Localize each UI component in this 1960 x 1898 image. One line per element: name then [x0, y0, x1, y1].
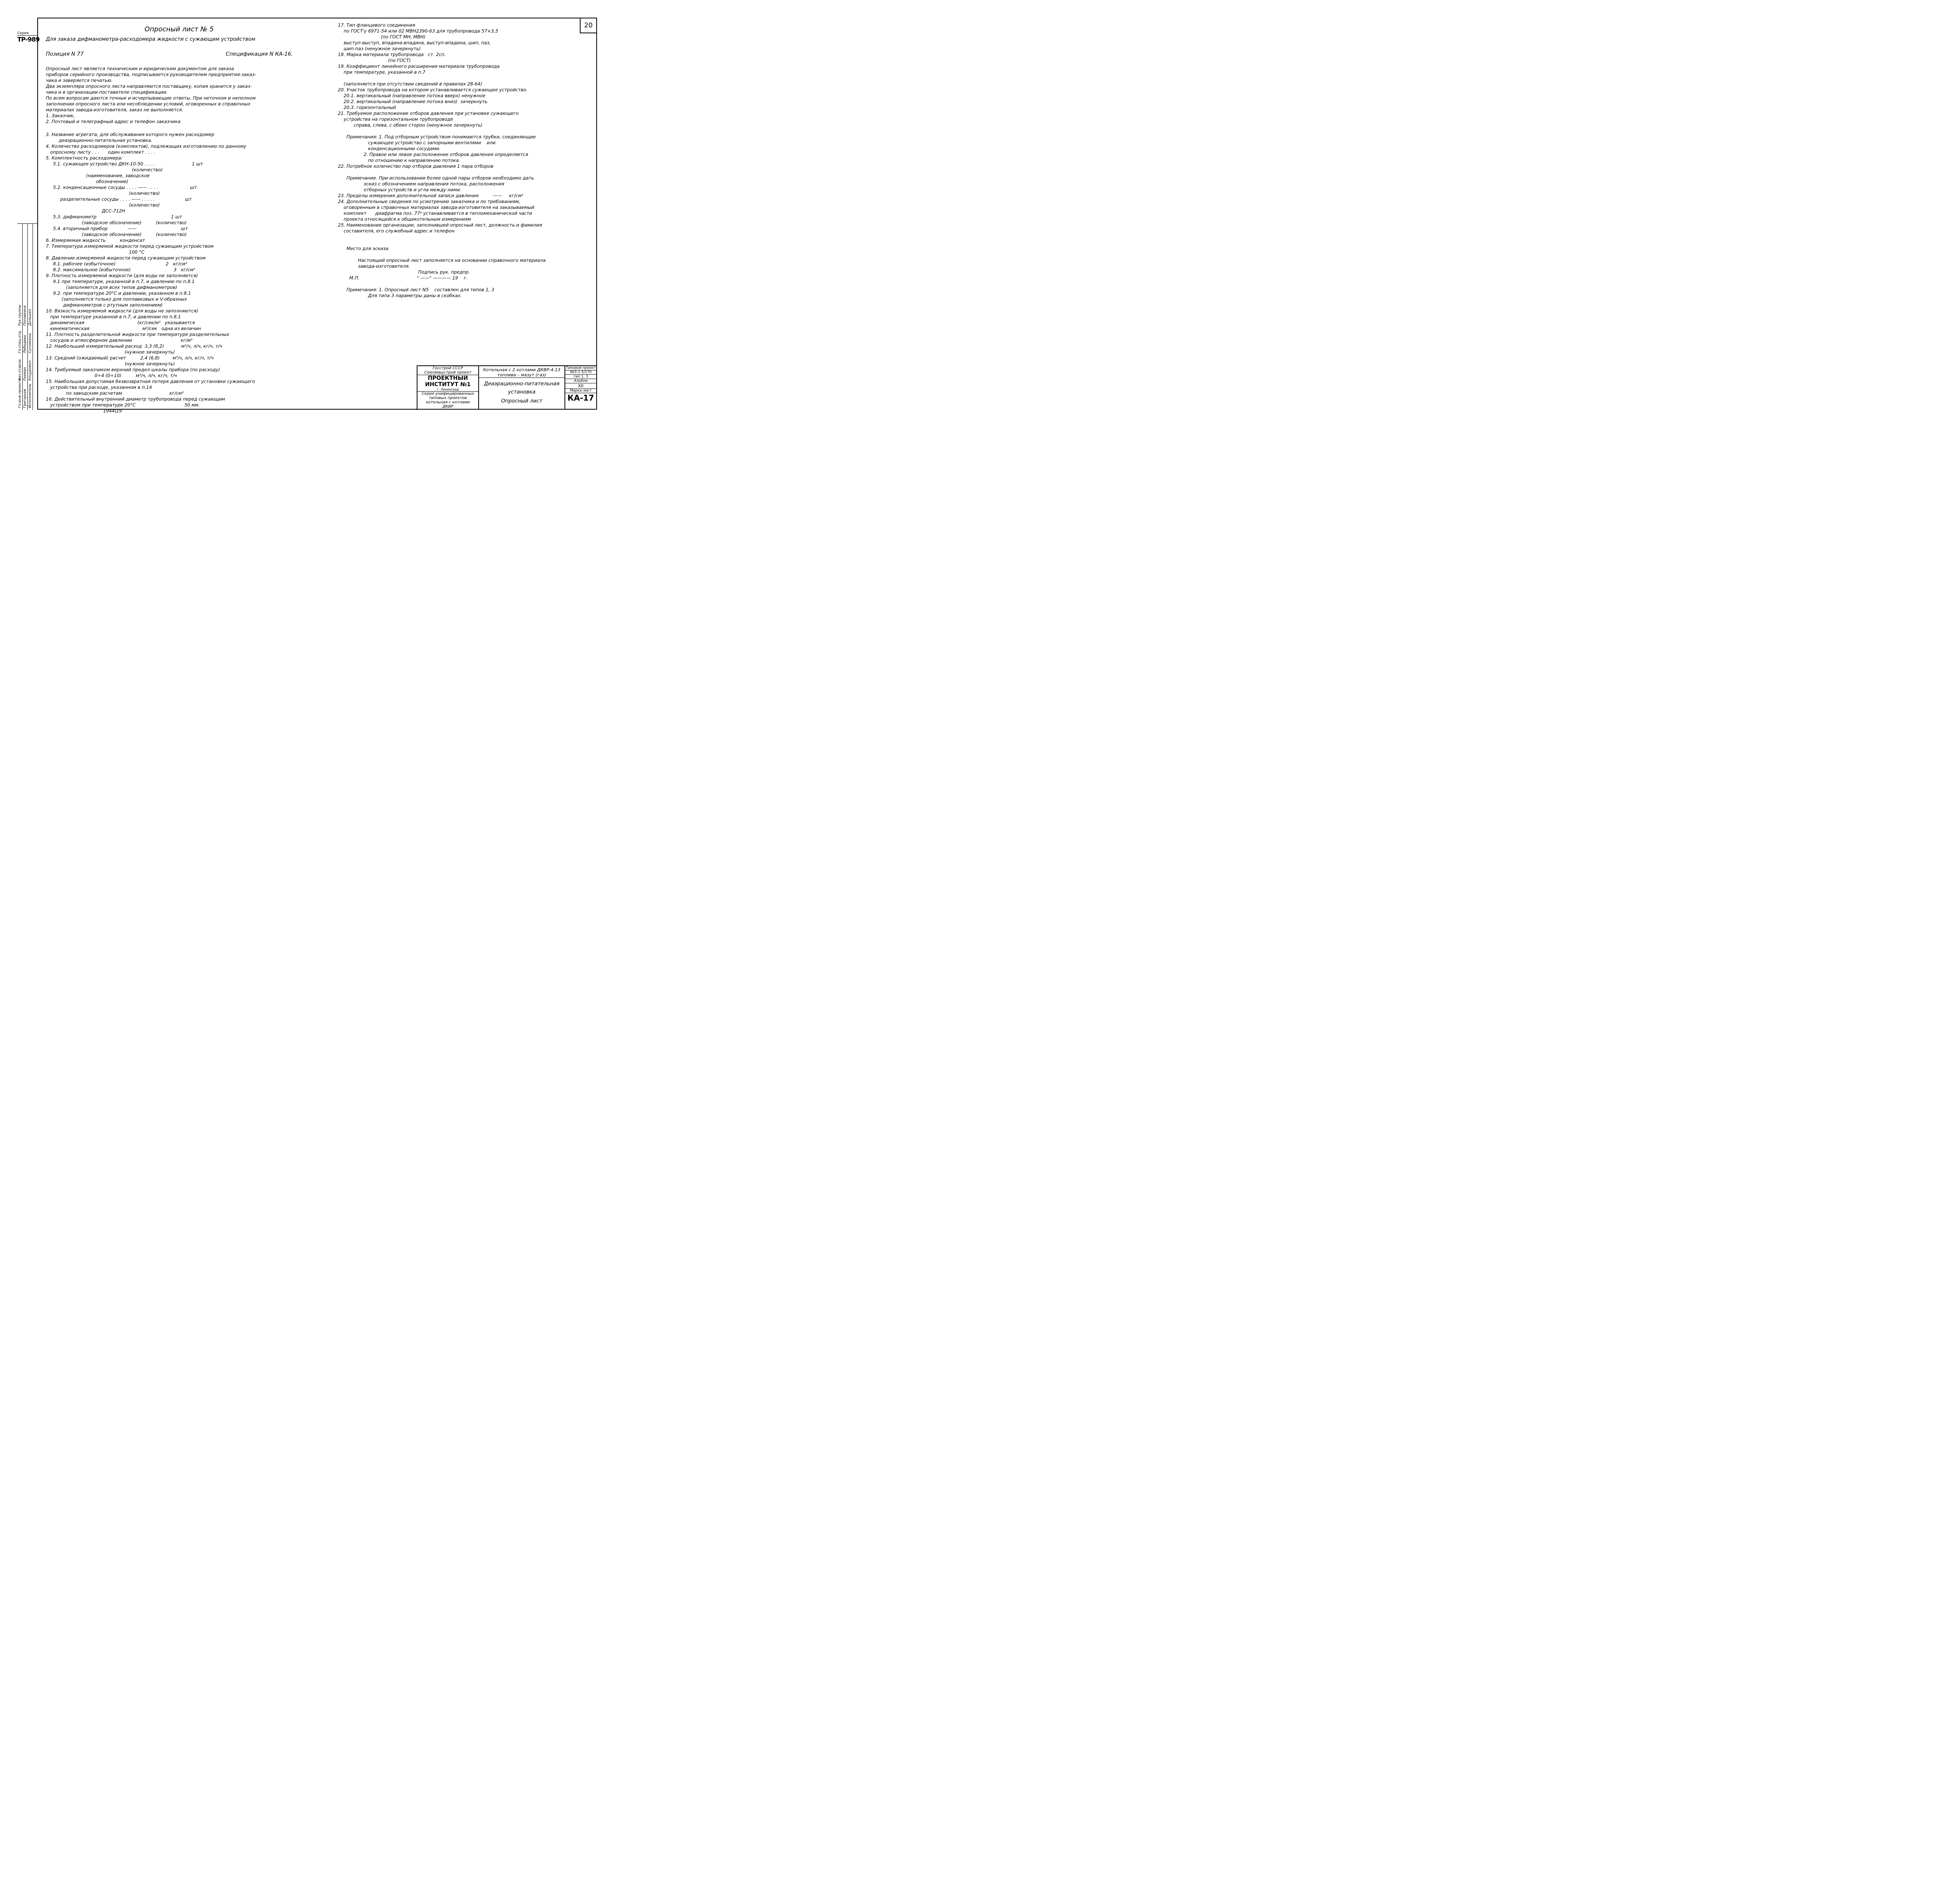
side-signature-stamp [17, 223, 38, 410]
form-item-line: Место для эскиза [338, 246, 388, 251]
form-item-line: (заполняется только для поплавковых и V-образных [46, 296, 187, 302]
stamp-label: Дольшко [28, 309, 32, 326]
stamp-label: Поповкина [23, 305, 27, 326]
stamp-label: Сусоихина [28, 333, 32, 353]
stamp-divider [22, 224, 23, 410]
intro-line: Два экземпляра опросного листа направляются поставщику, копия хранится у заказ- [46, 83, 252, 89]
form-item-line: Примечание. При использовании более одной пары отборов необходимо дать [338, 175, 534, 181]
form-item-line: (заполняется для всех типов дифманометров) [46, 285, 178, 290]
form-item-line: Примечания: 1. Под отборным устройством понимаются трубки, соединяющие [338, 134, 536, 140]
form-item-line [338, 169, 593, 175]
intro-line: По всем вопросам даются точные и исчерпывающие ответы. При неточном и неполном [46, 95, 256, 101]
form-item-line: 5.3. дифманометр 1 шт [46, 214, 182, 220]
form-item-line: устройством при температуре 20°С 50 мм. [46, 402, 200, 408]
form-item-line: 2. Правое или левое расположение отборов давления определяется [338, 152, 528, 157]
form-item-line [338, 281, 593, 287]
stamp-label: Коцуровол [28, 360, 32, 381]
form-item-line: 13. Средний (ожидаемый) расчет 2,4 (6,8) м³/ч, л/ч, кг/ч, т/ч [46, 355, 214, 361]
form-item-line: (наименование, заводское [46, 173, 150, 178]
intro-line: 2. Почтовый и телеграфный адрес и телефон заказчика [46, 119, 181, 124]
stamp-label: Гл.инж.проекта [18, 378, 22, 408]
intro-line: чика и в организации-поставителе спецификации. [46, 89, 168, 95]
form-item-line: комплект диафрагма поз. 77ᵃ устанавливается в тепломеханической части [338, 210, 532, 216]
stamp-label: Рук.группы [18, 305, 22, 326]
form-item-line: по ГОСТ'у 6971-54 или 02 МВН2390-63 для трубопровода 57×3,5 [338, 28, 498, 34]
title-block-org [417, 366, 479, 409]
stamp-divider [27, 224, 28, 410]
title-block [417, 365, 597, 410]
series-label: Серия [17, 31, 38, 36]
form-item-line: (количество) [46, 202, 160, 208]
form-item-line: отборных устройств и угла между ними. [338, 187, 461, 192]
form-item-line: при температуре указанной в п.7, и давлении по п.8.1 [46, 314, 181, 319]
org-line: Союзмашстрой проект [424, 370, 472, 375]
form-item-line: справа, слева, с обеих сторон (ненужное зачеркнуть) [338, 122, 483, 128]
form-item-line: 1944|19 [46, 408, 122, 414]
right-items [338, 22, 593, 299]
title-block-description [479, 366, 565, 409]
form-item-line: 5. Комплектность расходомера: [46, 155, 123, 161]
sheet-frame [37, 18, 597, 414]
series-line: Серия унифицированных [421, 392, 474, 396]
form-item-line: устройства на горизонтальном трубопроводе [338, 116, 453, 122]
form-item-line: дифманометров с ртутным заполнением) [46, 302, 163, 308]
form-item-line: кинематическая м²/сек одна из величин [46, 326, 201, 331]
stamp-label: Нач.отдела [18, 359, 22, 381]
form-item-line [338, 240, 593, 246]
sheet-mark: КА-17 [567, 393, 594, 403]
stamp-label: Григорьев [23, 389, 27, 408]
form-item-line: эскиз с обозначением направления потока, расположения [338, 181, 505, 187]
form-item-line: 19. Коэффициент линейного расширения материала трубопровода [338, 64, 500, 69]
org-line: г. Ленинград [417, 388, 478, 392]
form-item-line: оговоренным в справочных материалах завода-изготовителя на заказываемый [338, 205, 535, 210]
form-item-line: 8.2. максимальное (избыточное) 3 кг/см² [46, 267, 195, 272]
intro-line: 1. Заказчик, [46, 113, 75, 118]
form-item-line: деаэрационно-питательная установка. [46, 138, 152, 143]
title-block-codes [565, 366, 596, 409]
form-item-line: (по ГОСТ МН, МВН) [338, 34, 426, 40]
form-subtitle: Для заказа дифманометра-расходомера жидкости с сужающим устройством [46, 36, 256, 42]
form-item-line: 5.4. вторичный прибор —— шт [46, 226, 188, 231]
form-item-line: (нужное зачеркнуть) [46, 361, 175, 367]
form-item-line: (заводское обозначение) (количество) [46, 232, 187, 237]
form-item-line: сужающее устройство с запорными вентилями или [338, 140, 496, 145]
form-item-line: 18. Марка материала трубопровода ст. 2сп. [338, 52, 446, 57]
form-item-line: проекта относящейся к общекотельным измерениям [338, 216, 471, 222]
form-item-line: шип-паз (ненужное зачеркнуть) [338, 46, 421, 51]
stamp-label: Исполнитель [28, 383, 32, 408]
form-item-line: 25. Наименование организации, заполнившей опросный лист, должность и фамилия [338, 222, 542, 228]
form-item-line: (количество) [46, 167, 163, 172]
form-item-line: 6. Измеряемая жидкость конденсат [46, 238, 145, 243]
series-line: ДКВР [442, 405, 454, 409]
series-line: типовых проектов [429, 396, 467, 400]
form-item-line: 20. Участок трубопровода на котором устанавливается сужающее устройство. [338, 87, 528, 93]
form-item-line: Подпись рук. предпр. [338, 269, 470, 275]
form-item-line: 9.1 при температуре, указанной в п.7, и давлению по п.8.1 [46, 279, 195, 284]
form-item-line [338, 128, 593, 134]
form-item-line: 20.2. вертикальный (направление потока вниз) зачеркнуть [338, 99, 488, 104]
form-item-line [338, 75, 593, 81]
desc-line: Деаэрационно-питательная [484, 381, 560, 387]
form-item-line: составителя, его служебный адрес и телефон [338, 228, 455, 234]
form-item-line: обозначение) [46, 179, 129, 184]
form-item-line: при температуре, указанной в п.7 [338, 69, 426, 75]
intro-line: приборов серийного производства, подписывается руководителем предприятия-заказ- [46, 72, 256, 77]
form-item-line: (заводское обозначение) (количество) [46, 220, 187, 225]
form-item-line: по отношению к направлению потока. [338, 158, 460, 163]
form-item-line: (нужное зачеркнуть) [46, 349, 175, 355]
left-column [46, 18, 312, 414]
form-item-line: опросному листу . . . один комплект . . . . [46, 149, 156, 155]
form-item-line: 8.1. рабочее (избыточное) 2 кг/см² [46, 261, 187, 267]
form-item-line: завода-изготовителя. [338, 263, 410, 269]
form-item-line: выступ-выступ, впадина-впадина, выступ-впадина, шип, паз, [338, 40, 491, 45]
form-item-line: 10. Вязкость измеряемой жидкости (для воды не заполняются) [46, 308, 198, 314]
form-item-line: 5.2. конденсационные сосуды . . . . —— . . . . шт. [46, 185, 198, 190]
form-item-line: динамическая (кг/сек/м² указывается [46, 320, 195, 325]
form-item-line: 14. Требуемый заказчиком верхний предел шкалы прибора (по расходу) [46, 367, 220, 372]
stamp-label: Лебедева [23, 335, 27, 353]
form-item-line: 100 °С [46, 249, 145, 255]
desc-line: Котельная с 2 котлами ДКВР-4-13 [483, 367, 561, 372]
code-line: 903-1-5/170 [565, 370, 596, 375]
intro-line: материалах завода-изготовителя, заказ не выполняется. [46, 107, 183, 113]
stamp-label: Гл.спец.отд. [18, 330, 22, 353]
org-line: Госстрой СССР [432, 366, 463, 370]
code-line: Типовой проект [566, 366, 596, 370]
form-item-line: 3. Название агрегата, для обслуживания которого нужен расходомер [46, 132, 214, 137]
form-item-line: 20.1. вертикальный (направление потока вверх) ненужное [338, 93, 486, 98]
form-item-line: 8. Давление измеряемой жидкости перед сужающим устройством [46, 255, 206, 261]
page-number: 20 [580, 18, 596, 33]
form-item-line: (заполняется при отсутствии сведений в правилах 28-64) [338, 81, 482, 87]
form-item-line: Примечания: 1. Опросный лист N5 составлен для типов 1, 3 [338, 287, 494, 292]
form-item-line: 0÷4 (0÷10) м³/ч, л/ч, кг/ч, т/ч [46, 373, 177, 378]
form-item-line [338, 234, 593, 240]
specification-number: Спецификация N КА-16. [225, 51, 293, 57]
form-item-line: (количество) [46, 191, 160, 196]
right-column [338, 18, 593, 299]
series-code: ТР-989 [17, 36, 40, 43]
form-item-line: 22. Потребное количество пар отборов давления 1 пара отборов [338, 163, 494, 169]
form-item-line: 21. Требуемое расположение отборов давления при установке сужающего [338, 111, 519, 116]
form-item-line: разделительные сосуды . . . . —— . . . . . шт [46, 196, 192, 202]
form-item-line: 9. Плотность измеряемой жидкости (для воды не заполняется) [46, 273, 198, 278]
form-item-line: М.П. " ——" ———— 19 г. [338, 275, 468, 281]
intro-line: Опросный лист является техническим и юридическим документом для заказа [46, 66, 234, 71]
form-item-line: сосудов и атмосферном давлении кг/м³ [46, 338, 192, 343]
intro-line: заполнении опросного листа или несоблюдении условий, оговоренных в справочных [46, 101, 251, 107]
desc-line: топлива – мазут (газ) [479, 372, 564, 378]
form-item-line [338, 252, 593, 258]
form-item-line: 7. Температура измеряемой жидкости перед сужающим устройством [46, 243, 214, 249]
form-item-line: 12. Наибольший измерительный расход 3,3 (8,2) м³/ч, л/ч, кг/ч, т/ч [46, 343, 223, 349]
form-item-line: 4. Количество расходомеров (комплектов), подлежащих изготовлению по данному [46, 143, 247, 149]
album-number: XII [565, 383, 596, 389]
form-item-line: 15. Наибольшая допустимая безвозвратная потеря давления от установки сужающего [46, 379, 255, 384]
form-item-line: (по ГОСТ) [338, 58, 411, 63]
form-item-line: 20.3. горизонтальный [338, 105, 396, 110]
desc-line: установка [508, 389, 536, 395]
intro-line: чика и заверяется печатью. [46, 78, 113, 83]
series-stamp [17, 31, 38, 43]
form-item-line: 9.2. при температуре 20°С и давлении, указанном в п.8.1 [46, 290, 191, 296]
form-item-line: Настоящий опросный лист заполняется на основании справочного материала [338, 258, 546, 263]
form-item-line: 16. Действительный внутренний диаметр трубопровода перед сужающим [46, 396, 225, 402]
form-item-line: 17. Тип фланцевого соединения [338, 22, 416, 28]
series-line: котельная с котлами [426, 400, 470, 405]
form-item-line: 23. Пределы измерения дополнительной записи давления —— кг/см² [338, 193, 523, 198]
intro-text [46, 66, 312, 125]
form-item-line: 11. Плотность разделительной жидкости при температуре разделительных [46, 332, 229, 337]
form-item-line: по заводским расчетам кг/см² [46, 390, 184, 396]
form-item-line: 5.1. сужающее устройство ДКН-10-50 . . . . 1 шт [46, 161, 203, 167]
stamp-label: Рахман [23, 367, 27, 381]
form-title: Опросный лист № 5 [144, 25, 214, 33]
form-item-line: Для типа 3 параметры даны в скобках. [338, 293, 462, 298]
form-item-line: конденсационными сосудами. [338, 146, 441, 151]
desc-line: Опросный лист [501, 398, 543, 404]
code-line: Марка-лист [565, 389, 596, 393]
form-item-line: ДСС-712Н [46, 208, 125, 214]
spec-row [46, 51, 293, 57]
code-line: Альбом [565, 379, 596, 383]
code-line: тип 1, 3 [565, 375, 596, 379]
form-item-line: 24. Дополнительные сведения по усмотрению заказчика и по требованиям, [338, 199, 521, 204]
form-item-line: устройства при расходе, указанном в п.14 [46, 385, 152, 390]
left-items [46, 132, 312, 414]
position-number: Позиция N 77 [46, 51, 84, 57]
institute-name: ПРОЕКТНЫЙ ИНСТИТУТ №1 [417, 375, 478, 388]
